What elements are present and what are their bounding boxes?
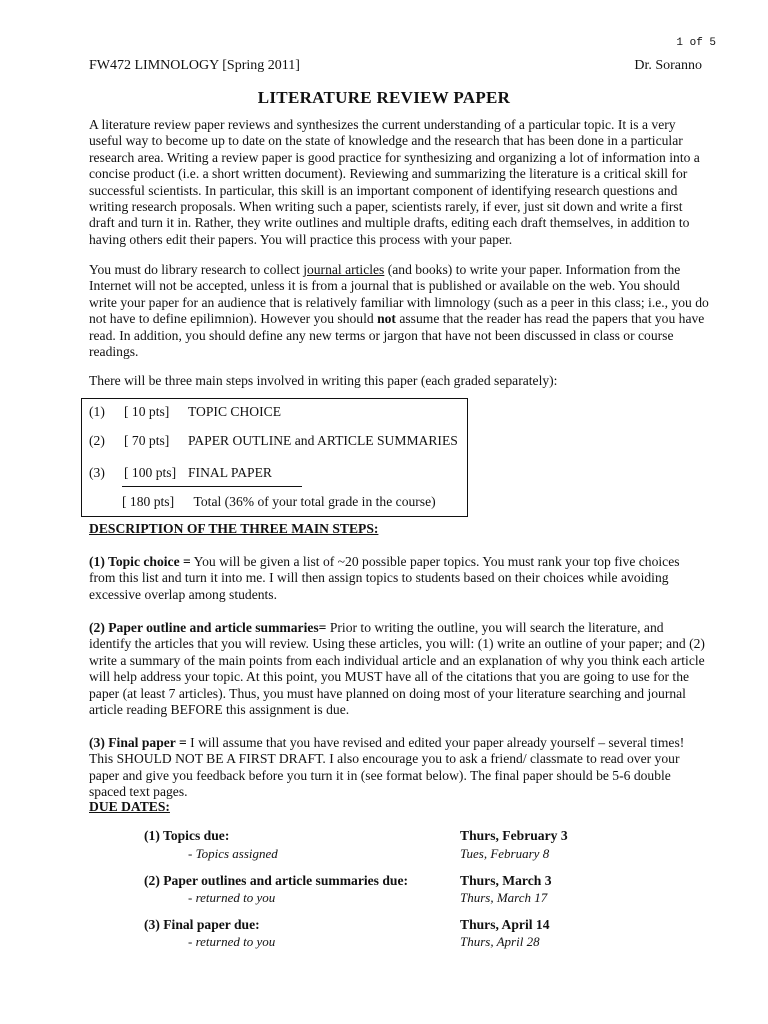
description-lead: (1) Topic choice = (89, 554, 191, 569)
description-lead: (3) Final paper = (89, 735, 187, 750)
due-dates-heading: DUE DATES: (89, 799, 170, 814)
description-heading: DESCRIPTION OF THE THREE MAIN STEPS: (89, 521, 379, 536)
step-label: PAPER OUTLINE and ARTICLE SUMMARIES (188, 433, 458, 448)
research-text-before: You must do library research to collect (89, 262, 304, 277)
due-label: (1) Topics due: (144, 828, 230, 843)
research-text-middle: (and books) to write your paper. Information from the Internet will not be accepted, unless it is from a journal that is published or available on the web. You should write your paper for an audience that is relatively familiar with limnology (such as a peer in this class; i.e., you do not have to define epilimnion). However you should (89, 262, 709, 327)
course-title: FW472 LIMNOLOGY [Spring 2011] (89, 58, 300, 73)
step-points: [ 10 pts] (124, 404, 170, 419)
description-topic-choice (89, 554, 709, 603)
document-title: LITERATURE REVIEW PAPER (257, 88, 511, 107)
due-label: (3) Final paper due: (144, 917, 260, 932)
instructor-name: Dr. Soranno (634, 58, 702, 73)
step-points: [ 70 pts] (124, 433, 170, 448)
total-row (122, 494, 436, 510)
research-text-after: assume that the reader has read the papers that you have read. In addition, you should define any new terms or jargon that have not been discussed in class or course readings. (89, 311, 705, 360)
due-date: Thurs, February 3 (460, 828, 568, 843)
due-sub-label: - Topics assigned (188, 846, 278, 861)
due-date: Thurs, April 14 (460, 917, 550, 932)
total-label: Total (36% of your total grade in the course) (193, 494, 436, 509)
due-date: Thurs, March 3 (460, 873, 552, 888)
description-final-paper (89, 735, 709, 801)
due-label: (2) Paper outlines and article summaries due: (144, 873, 409, 888)
step-number: (1) (89, 404, 105, 419)
due-sub-label: - returned to you (188, 934, 276, 949)
grading-steps-box (81, 398, 468, 517)
step-points: [ 100 pts] (124, 465, 177, 480)
step-label: TOPIC CHOICE (188, 404, 282, 419)
step-number: (3) (89, 465, 105, 480)
due-sub-label: - returned to you (188, 890, 276, 905)
research-underlined-term: journal articles (303, 262, 385, 277)
description-outline (89, 620, 709, 718)
steps-intro: There will be three main steps involved in writing this paper (each graded separately): (89, 373, 558, 388)
description-lead: (2) Paper outline and article summaries= (89, 620, 327, 635)
total-divider (122, 486, 302, 487)
description-text: You will be given a list of ~20 possible paper topics. You must rank your top five choices from this list and turn it into me. I will then assign topics to students based on their choices while avoiding excessive overlap among students. (89, 554, 680, 602)
research-bold-word: not (377, 311, 396, 327)
due-sub-date: Thurs, April 28 (460, 934, 540, 949)
step-label: FINAL PAPER (188, 465, 272, 480)
intro-paragraph: A literature review paper reviews and synthesizes the current understanding of a particular topic. It is a very useful way to become up to date on the state of knowledge and the research that has been done in a particular research area. Writing a review paper is good practice for synthesizing and organizing a lot of information into a concise product (i.e. a short written document). Reviewing and summarizing the literature is a critical skill for successful scientists. In particular, this skill is an important component of identifying research questions and writing research proposals. When writing such a paper, scientists rarely, if ever, just sit down and write a first draft and turn it in. Rather, they write outlines and multiple drafts, editing each draft themselves, in addition to having others edit their papers. You will practice this process with your paper. (89, 117, 700, 247)
page-number: 1 of 5 (676, 37, 716, 49)
due-sub-date: Tues, February 8 (460, 846, 550, 861)
due-sub-date: Thurs, March 17 (460, 890, 548, 905)
description-text: Prior to writing the outline, you will search the literature, and identify the articles that you will review. Using these articles, you will: (1) write an outline of your paper; and (2) write a summary of the main points from each individual article and an explanation of why you think each article will help address your topic. At this point, you MUST have all of the citations that you are going to use for the paper (at least 7 articles). Thus, you must have planned on doing most of your literature searching and journal article reading BEFORE this assignment is due. (89, 620, 705, 718)
research-paragraph (89, 262, 709, 360)
description-text: I will assume that you have revised and edited your paper already yourself – several times! This SHOULD NOT BE A FIRST DRAFT. I also encourage you to ask a friend/ classmate to read over your paper and give you feedback before you turn it in (see format below). The final paper should be 5-6 double spaced text pages. (89, 735, 685, 800)
step-number: (2) (89, 433, 105, 448)
total-points: [ 180 pts] (122, 494, 175, 509)
